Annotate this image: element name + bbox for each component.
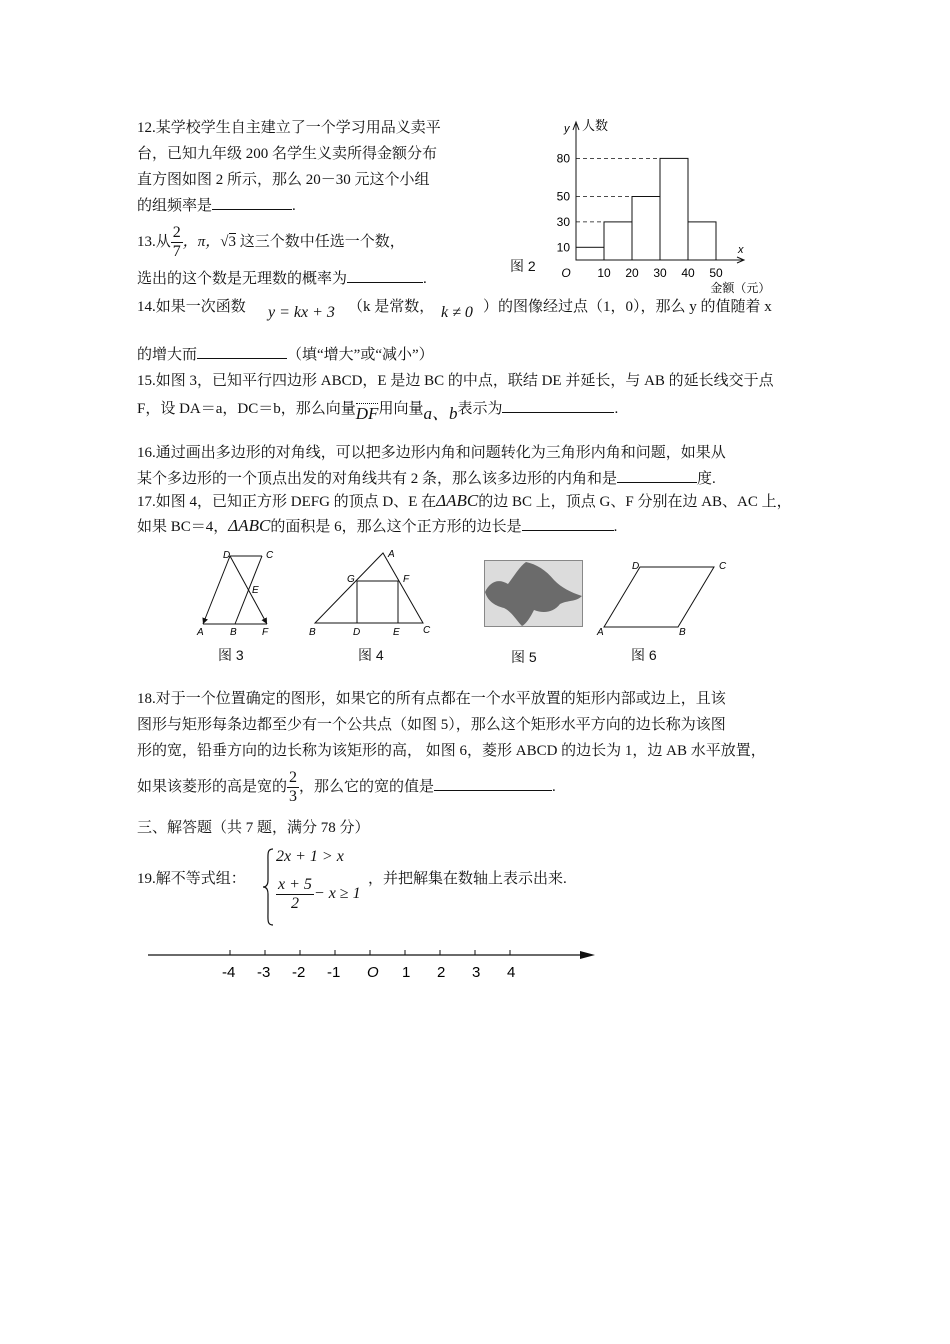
fig3-label-c: C [266,550,274,561]
fig2-y-tick: 50 [556,189,570,204]
q17-line2-a: 如果 BC＝4， [137,519,229,535]
fig2-bar [632,197,660,261]
fig2-bar [576,247,604,260]
q17-line1-b: 的边 BC 上，顶点 G、F 分别在边 AB、AC 上， [478,494,792,510]
fig6-label-c: C [719,561,727,572]
q14-answer-blank[interactable] [197,344,287,359]
figure6-caption: 图 6 [631,647,657,663]
fig2-x-tick: 50 [709,266,723,280]
sqrt-symbol: √ [220,234,229,250]
fig4-label-d: D [353,627,361,638]
q18-fraction [287,769,299,806]
q14-line2-text: 的增大而 [137,347,198,363]
q19-ineq2-rest: − x ≥ 1 [313,884,361,902]
q13-line1 [137,222,405,262]
numline-tick-label: 1 [402,964,411,981]
figure2-histogram [540,112,780,302]
q18-line3: 形的宽，铅垂方向的边长称为该矩形的高， 如图 6，菱形 ABCD 的边长为 1，边 AB 水平放置， [137,743,766,759]
q18-line4-b: ，那么它的宽的值是 [299,779,435,795]
q12-answer-blank[interactable] [212,195,292,210]
numline-tick-label: 3 [472,964,481,981]
q19-ineq2-den: 2 [290,895,299,912]
fig4-label-c: C [423,625,431,636]
fig2-x-tick: 20 [625,266,639,280]
figure4-caption: 图 4 [358,647,384,663]
q18-line2: 图形与矩形每条边都至少有一个公共点（如图 5），那么这个矩形水平方向的边长称为该图 [137,717,726,733]
q15-line2-b: 用向量 [378,401,424,417]
figure5-shape-in-rectangle [484,560,584,628]
q15-vector-ab: a、b [423,404,458,423]
q16-line2-text: 某个多边形的一个顶点出发的对角线共有 2 条，那么该多边形的内角和是 [137,471,618,487]
fig2-y-tick: 80 [556,151,570,166]
fig6-label-b: B [679,627,686,638]
q13-prefix: 13.从 [137,234,171,250]
q19-inequality-1: 2x + 1 > x [276,848,344,865]
fig4-label-g: G [347,574,355,585]
q13-suffix: 这三个数中任选一个数， [239,234,405,250]
numline-tick-label: -4 [222,964,236,981]
q13-sqrt-arg: 3 [228,234,237,250]
fig2-x-axis-label: x [738,244,744,256]
fig2-x-label: 金额（元） [710,281,771,295]
fig2-x-tick: 30 [653,266,667,280]
figure3-caption: 图 3 [218,647,244,663]
q15-line2: F，设 DA＝a，DC＝b，那么向量DF用向量a、b表示为 . [137,398,618,419]
q18-frac-num: 2 [289,769,298,787]
numline-tick-label: -2 [292,964,306,981]
q19-suffix: ，并把解集在数轴上表示出来. [368,871,567,887]
q15-vector-df: DF [355,404,379,423]
number-line [140,940,610,985]
q15-line2-a: F，设 DA＝a，DC＝b，那么向量 [137,401,356,417]
figure2-caption: 图 2 [510,258,536,274]
q14-function: y = kx + 3 [268,304,335,321]
fig3-label-e: E [252,585,259,596]
q19-ineq2-num: x + 5 [278,876,312,893]
fig2-y-tick: 10 [556,240,570,255]
numline-tick-label: -3 [257,964,271,981]
q16-answer-blank[interactable] [617,468,697,483]
fig2-origin: O [561,266,571,280]
q18-frac-den: 3 [289,788,298,806]
numline-tick-label: O [367,964,379,981]
q17-line1 [137,491,792,512]
q12-line1: 12.某学校学生自主建立了一个学习用品义卖平 [137,120,441,136]
q19-inequality-2 [276,876,361,913]
q16-line1: 16.通过画出多边形的对角线，可以把多边形内角和问题转化为三角形内角和问题，如果从 [137,445,726,461]
fig2-x-tick: 10 [597,266,611,280]
q14-k-const: （k 是常数， [348,299,435,315]
q17-line2: 如果 BC＝4，ΔABC的面积是 6，那么这个正方形的边长是 . [137,516,618,535]
q18-answer-blank[interactable] [434,776,552,791]
q12-line2: 台，已知九年级 200 名学生义卖所得金额分布 [137,146,438,162]
fig2-bar [604,222,632,260]
q19-prefix: 19.解不等式组： [137,871,246,887]
q13-line2-text: 选出的这个数是无理数的概率为 [137,271,348,287]
q16-unit: 度. [697,471,716,487]
q14-prefix: 14.如果一次函数 [137,299,246,315]
fig4-label-b: B [309,627,316,638]
q15-line1: 15.如图 3，已知平行四边形 ABCD，E 是边 BC 的中点，联结 DE 并延长，与 AB 的延长线交于点 [137,373,774,389]
figure4-triangle-square [305,545,435,640]
fig3-da [203,556,230,624]
figure5-caption: 图 5 [511,649,537,665]
numline-tick-label: 2 [437,964,446,981]
section3-heading: 三、解答题（共 7 题，满分 78 分） [137,820,370,836]
q13-frac-den: 7 [172,243,181,261]
figure3-parallelogram [195,548,285,638]
q12-text: 的组频率是 [137,198,213,214]
q15-answer-blank[interactable] [502,398,614,413]
q14-line2 [137,344,434,365]
fig2-y-label: 人数 [582,118,609,133]
q13-mid: ，π， [182,234,221,250]
fig4-label-e: E [393,627,400,638]
fig6-rhombus [604,567,714,627]
fig2-x-tick: 40 [681,266,695,280]
fig3-label-d: D [223,550,231,561]
q14-k-cond: k ≠ 0 [441,304,473,321]
q16-line2 [137,468,716,489]
fig3-label-a: A [197,627,204,638]
fig4-label-f: F [403,574,410,585]
fig6-label-a: A [597,627,604,638]
fig4-label-a: A [388,549,395,560]
q13-answer-blank[interactable] [347,268,423,283]
fig6-label-d: D [632,561,640,572]
q13-frac-num: 2 [172,224,181,242]
figure6-rhombus [594,557,734,642]
fig2-y-axis-label: y [564,123,570,135]
q18-line4-a: 如果该菱形的高是宽的 [137,779,288,795]
fig4-square [357,581,398,623]
q17-line1-a: 17.如图 4，已知正方形 DEFG 的顶点 D、E 在 [137,494,437,510]
q14-line2-suffix: （填“增大”或“减小”） [287,347,434,363]
q13-fraction [171,224,183,261]
fig3-label-f: F [262,627,269,638]
fig2-bar [660,158,688,260]
q17-triangle: ΔABC [436,491,479,510]
numline-tick-label: 4 [507,964,516,981]
fig2-bar [688,222,716,260]
fig2-y-tick: 30 [556,214,570,229]
numline-arrow [580,951,595,959]
q15-line2-c: 表示为 [457,401,503,417]
q18-line1: 18.对于一个位置确定的图形，如果它的所有点都在一个水平放置的矩形内部或边上，且该 [137,691,726,707]
q17-triangle-2: ΔABC [228,516,271,535]
q17-line2-b: 的面积是 6，那么这个正方形的边长是 [270,519,522,535]
numline-tick-label: -1 [327,964,341,981]
q19-ineq2-fraction [276,876,314,913]
fig4-triangle [315,553,423,623]
q17-answer-blank[interactable] [522,516,614,531]
fig3-label-b: B [230,627,237,638]
q18-line4: 如果该菱形的高是宽的 $\frac{2}{3}$ ，那么它的宽的值是 . [137,769,556,806]
q14-suffix: ）的图像经过点（1，0），那么 y 的值随着 x [483,299,772,315]
q13-line2: 选出的这个数是无理数的概率为 . [137,268,427,289]
fig3-df [230,556,267,624]
q12-line3: 直方图如图 2 所示，那么 20－30 元这个小组 [137,172,430,188]
q12-line4: 的组频率是 . [137,195,296,216]
q19-brace [262,848,274,926]
